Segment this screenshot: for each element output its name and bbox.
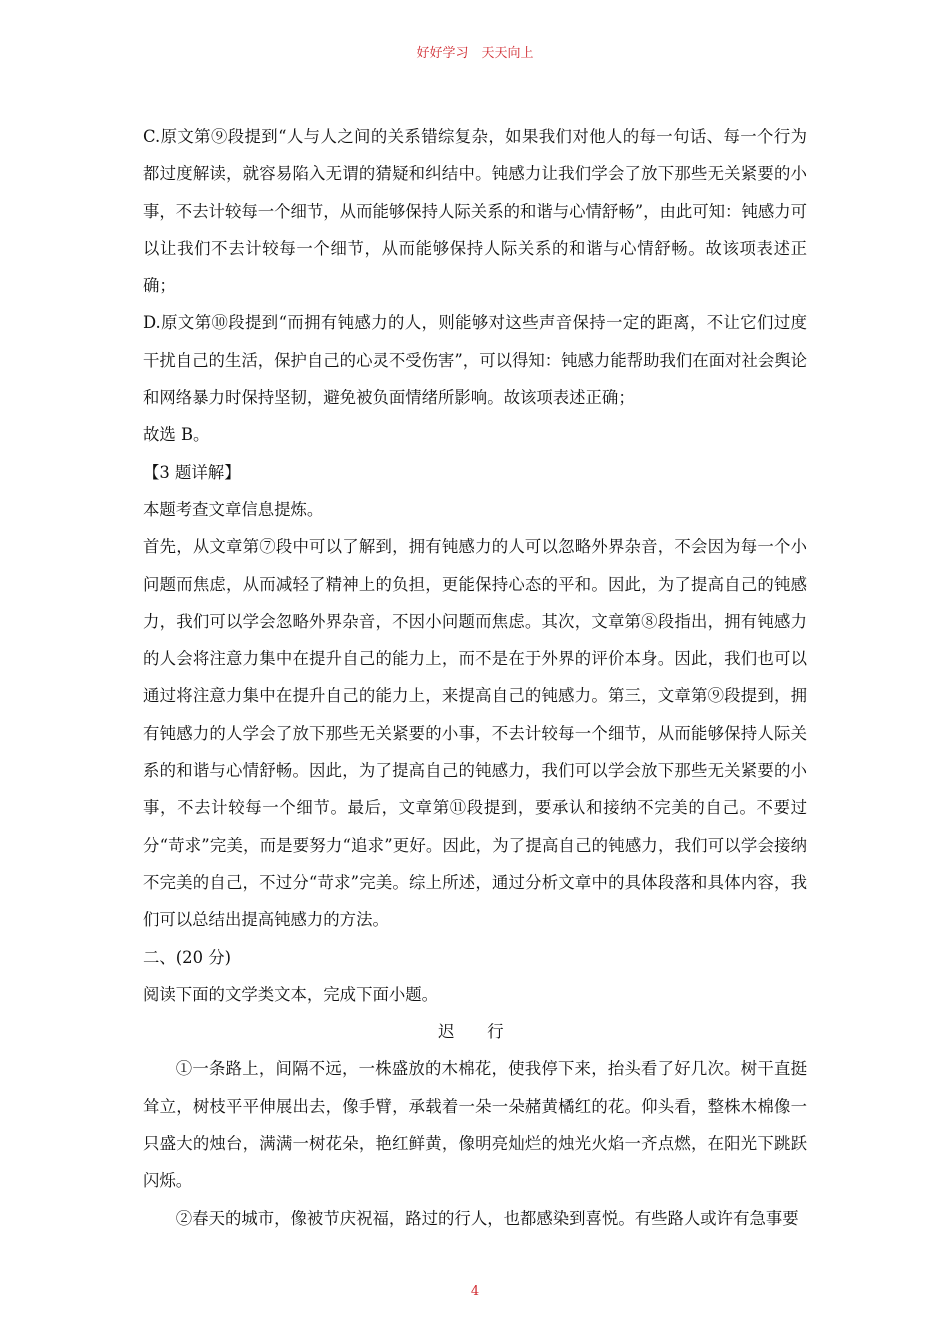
page-number: 4 — [470, 1284, 480, 1299]
section-instruction: 阅读下面的文学类文本，完成下面小题。 — [143, 984, 439, 1004]
paragraph-q3-heading: 【3 题详解】 — [143, 462, 241, 482]
story-paragraph-1: ①一条路上，间隔不远，一株盛放的木棉花，使我停下来，抬头看了好几次。树干直挺耸立，树枝平平伸展出去，像手臂，承载着一朵一朵赭黄橘红的花。仰头看，整株木棉像一只盛大的烛台，满满一树花朵，艳红鲜黄，像明亮灿烂的烛光火焰一齐点燃，在阳光下跳跃闪烁。 — [143, 1059, 807, 1191]
section-heading: 二、(20 分) — [143, 947, 232, 967]
story-paragraph-2: ②春天的城市，像被节庆祝福，路过的行人，也都感染到喜悦。有些路人或许有急事要 — [175, 1208, 799, 1228]
document-body — [143, 118, 807, 1237]
paragraph-option-d: D.原文第⑩段提到“而拥有钝感力的人，则能够对这些声音保持一定的距离，不让它们过度干扰自己的生活，保护自己的心灵不受伤害”，可以得知：钝感力能帮助我们在面对社会舆论和网络暴力时保持坚韧，避免被负面情绪所影响。故该项表述正确； — [143, 313, 808, 408]
paragraph-answer: 故选 B。 — [143, 425, 210, 445]
paragraph-q3-intro: 本题考查文章信息提炼。 — [143, 499, 324, 519]
story-title: 迟 行 — [438, 1022, 512, 1042]
page-header: 好好学习 天天向上 — [416, 46, 534, 61]
paragraph-option-c: C.原文第⑨段提到“人与人之间的关系错综复杂，如果我们对他人的每一句话、每一个行为都过度解读，就容易陷入无谓的猜疑和纠结中。钝感力让我们学会了放下那些无关紧要的小事，不去计较每一个细节，从而能够保持人际关系的和谐与心情舒畅”，由此可知：钝感力可以让我们不去计较每一个细节，从而能够保持人际关系的和谐与心情舒畅。故该项表述正确； — [143, 127, 808, 296]
paragraph-q3-analysis: 首先，从文章第⑦段中可以了解到，拥有钝感力的人可以忽略外界杂音，不会因为每一个小问题而焦虑，从而减轻了精神上的负担，更能保持心态的平和。因此，为了提高自己的钝感力，我们可以学会忽略外界杂音，不因小问题而焦虑。其次，文章第⑧段指出，拥有钝感力的人会将注意力集中在提升自己的能力上，而不是在于外界的评价本身。因此，我们也可以通过将注意力集中在提升自己的能力上，来提高自己的钝感力。第三，文章第⑨段提到，拥有钝感力的人学会了放下那些无关紧要的小事，不去计较每一个细节，从而能够保持人际关系的和谐与心情舒畅。因此，为了提高自己的钝感力，我们可以学会放下那些无关紧要的小事，不去计较每一个细节。最后，文章第⑪段提到，要承认和接纳不完美的自己。不要过分“苛求”完美，而是要努力“追求”更好。因此，为了提高自己的钝感力，我们可以学会接纳不完美的自己，不过分“苛求”完美。综上所述，通过分析文章中的具体段落和具体内容，我们可以总结出提高钝感力的方法。 — [143, 537, 807, 930]
